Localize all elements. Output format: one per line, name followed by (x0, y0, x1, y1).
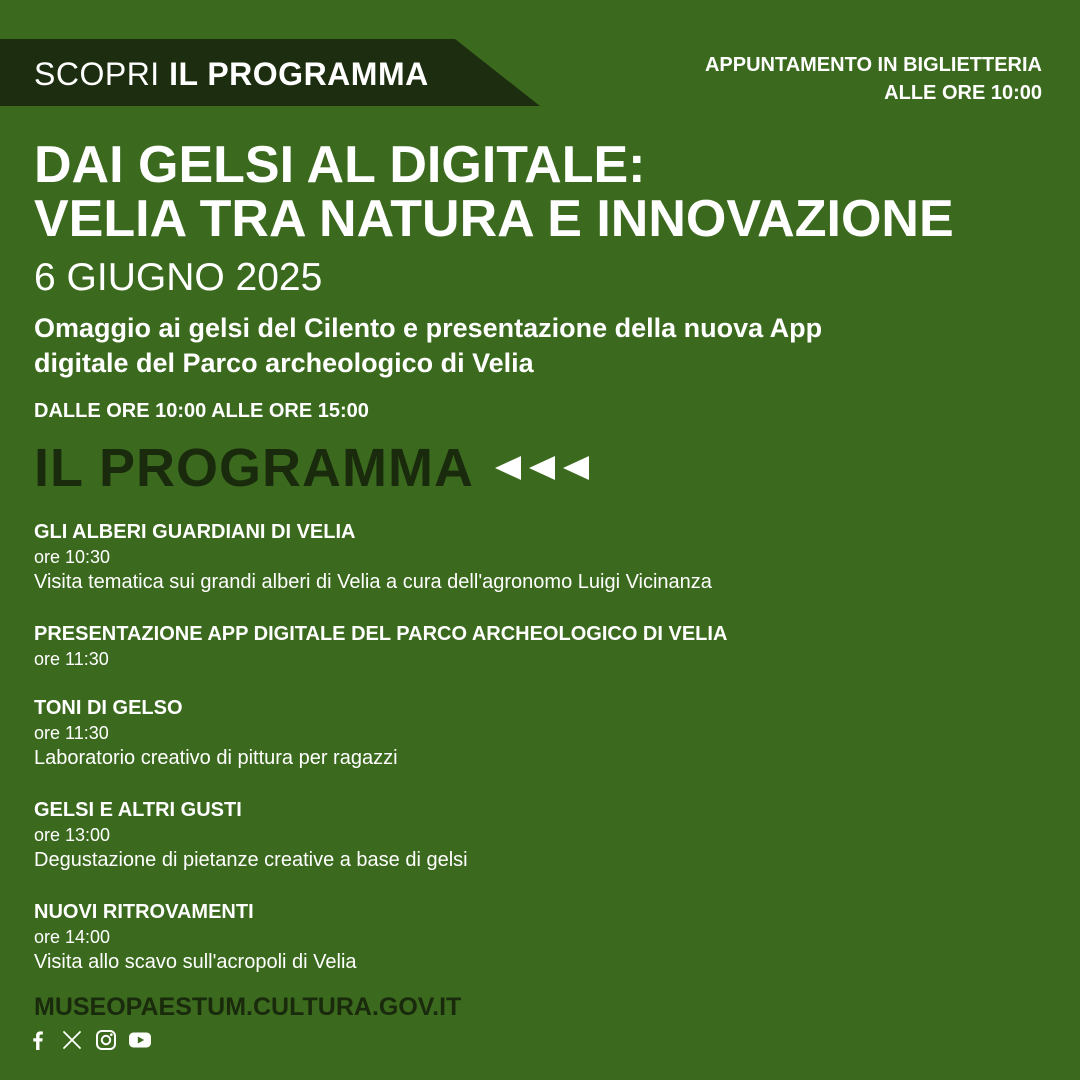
instagram-icon[interactable] (94, 1028, 118, 1052)
program-item-time: ore 14:00 (34, 927, 111, 947)
program-item (34, 797, 1034, 873)
programma-heading: IL PROGRAMMA (34, 438, 474, 498)
program-item-description: Laboratorio creativo di pittura per ragazzi (34, 747, 398, 769)
title-line-2: VELIA TRA NATURA E INNOVAZIONE (34, 190, 954, 248)
program-item-time: ore 11:30 (34, 649, 109, 669)
appointment-info (705, 51, 1042, 107)
program-item-time: ore 13:00 (34, 825, 111, 845)
program-item-time: ore 10:30 (34, 547, 111, 567)
program-item-title: TONI DI GELSO (34, 697, 183, 719)
program-item (34, 899, 1034, 975)
program-item-description: Visita tematica sui grandi alberi di Velia a cura dell'agronomo Luigi Vicinanza (34, 571, 712, 593)
banner-text (34, 56, 429, 92)
program-item-description: Degustazione di pietanze creative a base di gelsi (34, 849, 468, 871)
website-link[interactable]: MUSEOPAESTUM.CULTURA.GOV.IT (34, 993, 462, 1021)
title-line-1: DAI GELSI AL DIGITALE: (34, 136, 646, 194)
subtitle-line-2: digitale del Parco archeologico di Velia (34, 348, 534, 378)
social-links (26, 1028, 152, 1052)
program-item (34, 695, 1034, 771)
event-hours: DALLE ORE 10:00 ALLE ORE 15:00 (34, 400, 369, 422)
facebook-icon[interactable] (26, 1028, 50, 1052)
x-icon[interactable] (60, 1028, 84, 1052)
program-item-description: Visita allo scavo sull'acropoli di Velia (34, 951, 357, 973)
appointment-line-1: APPUNTAMENTO IN BIGLIETTERIA (704, 54, 1042, 76)
youtube-icon[interactable] (128, 1028, 152, 1052)
program-item-title: GELSI E ALTRI GUSTI (34, 799, 242, 821)
program-item-title: NUOVI RITROVAMENTI (34, 901, 254, 923)
appointment-line-2: ALLE ORE 10:00 (884, 82, 1042, 104)
triple-arrow-left-icon (495, 456, 591, 480)
program-item (34, 519, 1034, 595)
banner-text-light: SCOPRI (34, 56, 160, 92)
event-subtitle (34, 311, 1044, 381)
program-item-time: ore 11:30 (34, 723, 109, 743)
event-date: 6 GIUGNO 2025 (34, 256, 323, 299)
program-item-title: GLI ALBERI GUARDIANI DI VELIA (34, 521, 356, 543)
subtitle-line-1: Omaggio ai gelsi del Cilento e presentazione della nuova App (34, 313, 823, 343)
event-title (34, 138, 954, 246)
banner-text-bold: IL PROGRAMMA (169, 56, 429, 92)
program-item-title: PRESENTAZIONE APP DIGITALE DEL PARCO ARCHEOLOGICO DI VELIA (34, 623, 728, 645)
program-item (34, 621, 1034, 671)
